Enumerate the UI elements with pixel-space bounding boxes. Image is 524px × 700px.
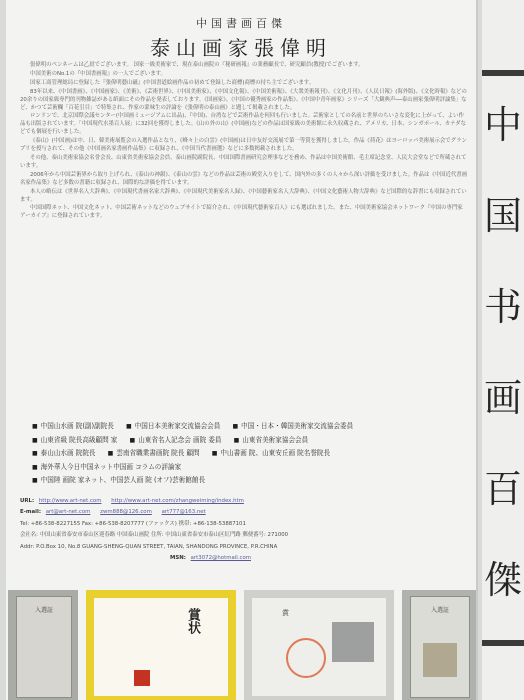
bio-paragraph: 中国美術のNo.1の『中国書画報』の一人でございます。 (30, 70, 166, 77)
email-link[interactable]: zwm888@126.com (100, 509, 152, 516)
title-item: ■ 泰山山水画 院院長 (32, 449, 96, 457)
title-item: ■ 山東省級 院長高級顧問 家 (32, 436, 117, 444)
msn-link[interactable]: art3072@hotmail.com (190, 555, 251, 562)
title-item: ■ 山東省名人記念会 画院 委員 (130, 436, 222, 444)
award-certificate-photo (86, 590, 236, 700)
painting-thumbnail (332, 622, 374, 662)
title-row (32, 420, 462, 434)
msn-label: MSN: (170, 555, 186, 562)
certificate-frame (16, 596, 72, 698)
email-link[interactable]: art@art-net.com (45, 509, 91, 516)
red-seal-icon (134, 670, 150, 686)
certificate-photos (6, 586, 476, 700)
title-item: ■ 雲南省職業書画院 院長 顧問 (108, 449, 200, 457)
page-title: 泰山画家張偉明 (150, 36, 332, 60)
website-link[interactable]: http://www.art-net.com (38, 498, 102, 504)
banner-char: 中 (483, 103, 522, 147)
email-label: E-mail: (20, 509, 42, 516)
certificate-caption: 賞 (282, 609, 289, 617)
certificate-frame (410, 596, 470, 698)
vertical-banner (482, 0, 524, 700)
url-label: URL: (20, 498, 35, 504)
bio-paragraph: ロンドンで、北京国際会議センター(中国画ミュージアムに出品)、『中国)、台湾などで芸術作品を何回も行いました。芸術家としての名前と世界のちいさな変化に上がって、よい作品も出版されています。「中国現代水墨百人展」に32回を獲得しました。《山の外の山》(中国画)などの作品は国家級の美術館に永久収蔵され、アメリカ、日本、シンガポール、カナダなどでも個展を行いました。 (20, 113, 467, 136)
certificate-photo (402, 590, 476, 700)
email-link[interactable]: art777@163.net (161, 509, 206, 516)
certificate-frame (94, 598, 228, 696)
certificate-caption: 入選証 (34, 607, 53, 614)
document-sheet (6, 0, 478, 700)
banner-char: 傑 (483, 558, 522, 602)
bio-paragraph: その他、泰山美術家協会名誉会長、山東省美術家協会会員、泰山画院副院長、中国国際書画研究会理事などを務め、作品は中国美術館、毛主席記念堂、人民大会堂などで所蔵されています。 (20, 154, 467, 169)
painting-thumbnail (423, 643, 457, 677)
bio-paragraph: 張偉明のペンネームは乙晨でございます。 国家一級美術家で、現在泰山画院の『秘研画報』の業務顧長で、研究顧員(教授)でございます。 (30, 62, 364, 68)
title-item: ■ 海外華人今日中国ネット中国画 コラムの評論家 (32, 463, 181, 471)
bio-paragraph: 《泰山》(中国画)は中、日、韓美術展覧会の入選作品となり、《峰々上の白雲》(中国画)は日中友好交流展で第一等賞を獲得しました。作品《荷花》はヨーロッパ美術展示会でグランプリを授与されて、その他《中国画名家書画作品集》に収録され、《中国当代書画選》などに多数掲載されました。 (20, 138, 467, 153)
title-item: ■ 中国陸 画院 家ネット、中国芸人画 院 (オフ)芸術館館長 (32, 476, 205, 484)
url-line (20, 496, 468, 507)
certificate-caption: 入選証 (430, 607, 449, 614)
title-row (32, 474, 462, 488)
title-item: ■ 山東省美術家協会会員 (234, 436, 309, 444)
titles-list (32, 420, 462, 488)
series-heading: 中国書画百傑 (196, 17, 286, 30)
certificate-photo (8, 590, 78, 700)
round-seal-icon (286, 638, 326, 678)
bio-paragraph: 本人の略伝は《世界名人大辞典》、《中国現代書画名家大辞典》、《中国現代美術家名人録》、《中国藝術家名人大辞典》、《中国文化藝術人物大辞典》など国際的な辞書にも収録されています。 (20, 188, 467, 203)
bio-paragraph: 中国国際ネット、中国文化ネット、中国芸術ネットなどのウェブサイトで紹介され、《中国現代藝術家百人》にも選ばれました。また、中国美術家協会ネットワーク『中国の専門家アーカイブ』に登録されています。 (20, 205, 463, 220)
title-row (32, 461, 462, 475)
bio-paragraph: 2006年から中国芸術界から取り上げられ、《泰山の神韻》、《泰山の雲》などの作品は芸術の殿堂入りをして、国内外の多くの人々から深い評価を受けました。作品は《中国近代書画名家作品集》など多数の書籍に収録され、国際的な評価を得ています。 (20, 171, 468, 186)
banner-char: 百 (483, 467, 522, 511)
title-row (32, 447, 462, 461)
bio-paragraph: 国家工商管理総局に登録した『張偉明藝山磁』(中国書道絵画作品の初めて登録した商標)商標の持ち主でございます。 (30, 79, 315, 86)
profile-link[interactable]: http://www.art-net.com/zhangweiming/index.htm (111, 498, 244, 504)
title-item: ■ 中国・日本・韓国美術家交流協会委員 (232, 422, 353, 430)
banner-char: 画 (483, 376, 522, 420)
address-english: Addr: P.O.Box 10, No.8 GUANG-SHENG-QUAN STREET, TAIAN, SHANDONG PROVINCE, P.R.CHINA (20, 543, 278, 550)
title-row (32, 434, 462, 448)
banner-char: 书 (483, 285, 522, 329)
award-heading: 賞状 (185, 608, 200, 634)
bio-paragraph: 83年以来、《中国書画》、《中国画家》、《美術》、《芸術世界》、《中国美術家》、《中国文化報》、《中国美術報》、《大衆美術報刊》、《文化月刊》、《人民日報》(海外版)、《文化時報》などの20余りの国家級専門的刊物雑誌がある紙面にその作品を発表しております。《国画家》、《中国の優秀画家の作品集》、《中国中青年画家》シリーズ「大観典声──泰山画家張偉明評論集」など、かつて芸術欄「百花引目」で特集され、作家の蒙味生の評論を《張偉明の泰山画》と題して掲載されました。 (20, 88, 467, 111)
email-line (20, 507, 468, 518)
certificate-photo (244, 590, 394, 700)
title-item: ■ 中山書画 院、山東安丘画 院名誉院長 (212, 449, 330, 457)
contact-block (20, 496, 468, 564)
certificate-frame (252, 598, 386, 696)
banner-rule (482, 70, 524, 76)
address-line: 会社名: 中国山東省泰安市泰山区迎春路 中国泰山画院 住所: 中国山東省泰安市泰山区紅門路 郵便番号: 271000 (20, 532, 289, 539)
msn-line (20, 553, 468, 564)
banner-rule (482, 640, 524, 646)
phone-line: Tel: +86-538-8227155 Fax: +86-538-8207777 (ファックス) 携帯: +86-138-53887101 (20, 520, 246, 527)
banner-char: 国 (483, 194, 522, 238)
title-item: ■ 中国日本美術家交流協会会員 (126, 422, 220, 430)
biography-text (20, 62, 468, 222)
title-item: ■ 中国山水画 院(副)副院長 (32, 422, 114, 430)
